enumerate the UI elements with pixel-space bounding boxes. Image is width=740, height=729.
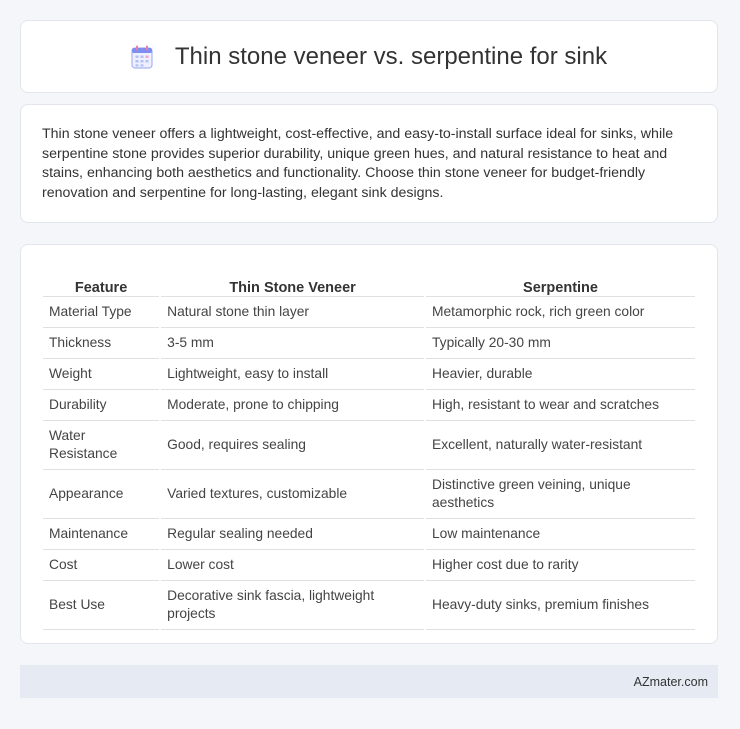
veneer-cell: 3-5 mm xyxy=(161,328,424,359)
veneer-cell: Moderate, prone to chipping xyxy=(161,390,424,421)
veneer-cell: Natural stone thin layer xyxy=(161,297,424,328)
feature-cell: Water Resistance xyxy=(43,421,159,470)
veneer-cell: Regular sealing needed xyxy=(161,519,424,550)
comparison-card xyxy=(20,244,718,644)
serpentine-cell: Higher cost due to rarity xyxy=(426,550,695,581)
feature-cell: Material Type xyxy=(43,297,159,328)
feature-cell: Best Use xyxy=(43,581,159,630)
table-row xyxy=(43,390,695,421)
table-row xyxy=(43,581,695,630)
veneer-cell: Decorative sink fascia, lightweight projects xyxy=(161,581,424,630)
calendar-icon xyxy=(131,45,153,69)
serpentine-cell: Excellent, naturally water-resistant xyxy=(426,421,695,470)
comparison-table xyxy=(41,264,697,630)
table-row xyxy=(43,550,695,581)
table-row xyxy=(43,328,695,359)
table-row xyxy=(43,359,695,390)
feature-cell: Durability xyxy=(43,390,159,421)
header-feature: Feature xyxy=(43,264,159,297)
table-row xyxy=(43,297,695,328)
veneer-cell: Varied textures, customizable xyxy=(161,470,424,519)
table-row xyxy=(43,421,695,470)
title-card xyxy=(20,20,718,93)
intro-text: Thin stone veneer offers a lightweight, cost-effective, and easy-to-install surface ideal for sinks, while serpentine stone provides superior durability, unique green hues, and natural resistance to heat and stains, enhancing both aesthetics and functionality. Choose thin stone veneer for budget-friendly renovation and serpentine for long-lasting, elegant sink designs. xyxy=(42,126,674,201)
serpentine-cell: Heavier, durable xyxy=(426,359,695,390)
footer xyxy=(20,665,718,698)
serpentine-cell: High, resistant to wear and scratches xyxy=(426,390,695,421)
page-title: Thin stone veneer vs. serpentine for sink xyxy=(174,42,608,70)
footer-site-link[interactable]: AZmater.com xyxy=(633,674,708,689)
serpentine-cell: Typically 20-30 mm xyxy=(426,328,695,359)
intro-card xyxy=(20,104,718,223)
feature-cell: Maintenance xyxy=(43,519,159,550)
header-serpentine: Serpentine xyxy=(426,264,695,297)
feature-cell: Weight xyxy=(43,359,159,390)
serpentine-cell: Low maintenance xyxy=(426,519,695,550)
serpentine-cell: Distinctive green veining, unique aesthetics xyxy=(426,470,695,519)
table-row xyxy=(43,519,695,550)
serpentine-cell: Metamorphic rock, rich green color xyxy=(426,297,695,328)
table-header-row xyxy=(43,264,695,297)
veneer-cell: Good, requires sealing xyxy=(161,421,424,470)
veneer-cell: Lower cost xyxy=(161,550,424,581)
veneer-cell: Lightweight, easy to install xyxy=(161,359,424,390)
feature-cell: Appearance xyxy=(43,470,159,519)
feature-cell: Cost xyxy=(43,550,159,581)
feature-cell: Thickness xyxy=(43,328,159,359)
table-row xyxy=(43,470,695,519)
header-thin-stone-veneer: Thin Stone Veneer xyxy=(161,264,424,297)
serpentine-cell: Heavy-duty sinks, premium finishes xyxy=(426,581,695,630)
